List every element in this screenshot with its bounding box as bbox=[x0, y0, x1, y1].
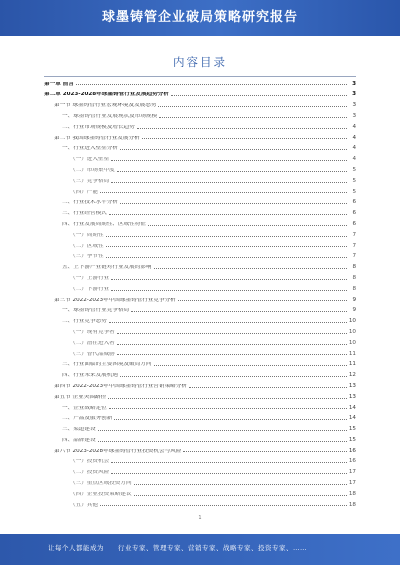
toc-entry-label: 二、行业市场规模及增长趋势 bbox=[62, 124, 135, 130]
toc-entry[interactable] bbox=[44, 360, 356, 371]
toc-entry[interactable] bbox=[44, 468, 356, 479]
toc-entry-page: 5 bbox=[352, 177, 356, 184]
toc-entry[interactable] bbox=[44, 241, 356, 252]
toc-entry-page: 10 bbox=[348, 328, 356, 335]
toc-entry-page: 8 bbox=[352, 285, 356, 292]
toc-entry-label: 三、行业面临的主要困境及破局方向 bbox=[62, 362, 152, 368]
toc-leader-dots bbox=[120, 375, 347, 377]
toc-entry-page: 16 bbox=[348, 447, 356, 454]
toc-entry[interactable] bbox=[44, 371, 356, 382]
toc-leader-dots bbox=[114, 418, 347, 420]
toc-leader-dots bbox=[148, 224, 347, 226]
toc-entry[interactable] bbox=[44, 273, 356, 284]
toc-entry[interactable] bbox=[44, 392, 356, 403]
toc-leader-dots bbox=[106, 245, 347, 247]
toc-leader-dots bbox=[106, 235, 347, 237]
toc-entry-page: 7 bbox=[352, 231, 356, 238]
toc-entry-label: 二、产品及服务创新 bbox=[62, 416, 113, 422]
toc-entry[interactable] bbox=[44, 133, 356, 144]
toc-leader-dots bbox=[189, 386, 347, 388]
toc-entry-label: （一）现有竞争者 bbox=[70, 329, 115, 335]
toc-leader-dots bbox=[111, 461, 347, 463]
toc-leader-dots bbox=[117, 343, 347, 345]
toc-entry-label: （一）上游行业 bbox=[70, 275, 110, 281]
toc-entry[interactable] bbox=[44, 338, 356, 349]
toc-entry[interactable] bbox=[44, 122, 356, 133]
toc-leader-dots bbox=[154, 364, 347, 366]
toc-entry-label: 三、渠道建设 bbox=[62, 427, 96, 433]
toc-entry[interactable] bbox=[44, 500, 356, 511]
toc-entry[interactable] bbox=[44, 403, 356, 414]
toc-entry-page: 15 bbox=[348, 436, 356, 443]
toc-leader-dots bbox=[117, 353, 347, 355]
toc-entry-page: 13 bbox=[348, 382, 356, 389]
toc-entry-label: （二）潜在进入者 bbox=[70, 340, 115, 346]
toc-entry-label: （三）竞争格局 bbox=[70, 178, 110, 184]
toc-entry-page: 15 bbox=[348, 426, 356, 433]
footer-roles: 行业专家、管理专家、营销专家、战略专家、投资专家、…… bbox=[118, 544, 307, 552]
toc-leader-dots bbox=[142, 137, 347, 139]
toc-entry-page: 13 bbox=[348, 393, 356, 400]
toc-entry[interactable] bbox=[44, 446, 356, 457]
toc-entry[interactable] bbox=[44, 144, 356, 155]
toc-entry-label: （三）替代品威胁 bbox=[70, 351, 115, 357]
toc-leader-dots bbox=[158, 105, 347, 107]
toc-leader-dots bbox=[111, 289, 347, 291]
toc-entry[interactable] bbox=[44, 101, 356, 112]
toc-leader-dots bbox=[111, 472, 347, 474]
toc-leader-dots bbox=[109, 213, 347, 215]
toc-entry-label: 二、行业竞争态势 bbox=[62, 319, 107, 325]
toc-entry-page: 12 bbox=[348, 372, 356, 379]
toc-entry-label: （一）周期性 bbox=[70, 232, 104, 238]
toc-entry[interactable] bbox=[44, 349, 356, 360]
toc-entry[interactable] bbox=[44, 165, 356, 176]
toc-entry-label: （五）其他 bbox=[70, 502, 98, 508]
toc-entry-label: 五、上下游产业链对行业发展的影响 bbox=[62, 265, 152, 271]
toc-entry[interactable] bbox=[44, 295, 356, 306]
toc-leader-dots bbox=[109, 321, 347, 323]
toc-leader-dots bbox=[100, 504, 347, 506]
toc-entry-label: （二）投资风险 bbox=[70, 470, 110, 476]
toc-entry-page: 18 bbox=[348, 490, 356, 497]
toc-entry-label: 一、行业进入壁垒分析 bbox=[62, 146, 118, 152]
toc-entry-label: （二）市场集中度 bbox=[70, 167, 115, 173]
toc-leader-dots bbox=[154, 267, 347, 269]
toc-leader-dots bbox=[100, 191, 347, 193]
toc-entry[interactable] bbox=[44, 414, 356, 425]
toc-entry[interactable] bbox=[44, 306, 356, 317]
toc-entry-label: 第一章 前言 bbox=[44, 81, 74, 87]
toc-entry[interactable] bbox=[44, 198, 356, 209]
toc-entry[interactable] bbox=[44, 425, 356, 436]
toc-entry-label: 第二章 2023-2028年球墨铸管行业发展趋势分析 bbox=[44, 92, 169, 98]
toc-entry[interactable] bbox=[44, 230, 356, 241]
toc-entry[interactable] bbox=[44, 155, 356, 166]
toc-leader-dots bbox=[183, 450, 347, 452]
toc-entry-page: 5 bbox=[352, 188, 356, 195]
toc-entry-page: 7 bbox=[352, 242, 356, 249]
toc-leader-dots bbox=[131, 310, 347, 312]
toc-entry-page: 6 bbox=[352, 220, 356, 227]
toc-entry-page: 4 bbox=[352, 156, 356, 163]
toc-entry-page: 7 bbox=[352, 253, 356, 260]
toc-entry[interactable] bbox=[44, 187, 356, 198]
toc-entry[interactable] bbox=[44, 111, 356, 122]
toc-entry[interactable] bbox=[44, 209, 356, 220]
toc-leader-dots bbox=[159, 116, 347, 118]
toc-entry-label: 二、行业技术水平分析 bbox=[62, 200, 118, 206]
toc-entry-label: 第五节 企业突围路径 bbox=[54, 394, 107, 400]
toc-entry-page: 18 bbox=[348, 501, 356, 508]
toc-entry-label: 第六节 2023-2028年球墨铸管行业投资机会与风险 bbox=[54, 448, 182, 454]
toc-entry[interactable] bbox=[44, 317, 356, 328]
toc-leader-dots bbox=[111, 181, 347, 183]
toc-leader-dots bbox=[106, 256, 347, 258]
toc-entry-label: 四、品牌建设 bbox=[62, 437, 96, 443]
toc-entry-page: 14 bbox=[348, 404, 356, 411]
toc-entry-label: 第二节 我国球墨铸管行业发展分析 bbox=[54, 135, 140, 141]
toc-leader-dots bbox=[76, 83, 347, 85]
toc-entry-label: 一、球墨铸管行业竞争格局 bbox=[62, 308, 130, 314]
toc-entry[interactable] bbox=[44, 176, 356, 187]
toc-entry-label: （三）重点区域投资方向 bbox=[70, 481, 132, 487]
toc-entry[interactable] bbox=[44, 284, 356, 295]
toc-entry-page: 4 bbox=[352, 123, 356, 130]
toc-entry-page: 3 bbox=[352, 102, 356, 109]
toc-entry-label: 四、行业发展周期性、区域性特征 bbox=[62, 221, 146, 227]
toc-divider bbox=[44, 76, 356, 77]
toc-entry-page: 16 bbox=[348, 458, 356, 465]
toc-entry[interactable] bbox=[44, 478, 356, 489]
toc-entry[interactable] bbox=[44, 263, 356, 274]
toc-entry[interactable] bbox=[44, 327, 356, 338]
toc-entry-label: 第四节 2022-2023年中国球墨铸管行业营销策略分析 bbox=[54, 383, 187, 389]
toc-entry-label: （三）季节性 bbox=[70, 254, 104, 260]
toc-entry-label: （四）企业投资策略建议 bbox=[70, 491, 132, 497]
toc-leader-dots bbox=[134, 483, 347, 485]
toc-entry-page: 9 bbox=[352, 296, 356, 303]
toc-entry[interactable] bbox=[44, 489, 356, 500]
toc-leader-dots bbox=[137, 127, 347, 129]
toc-leader-dots bbox=[171, 94, 347, 96]
toc-entry[interactable] bbox=[44, 381, 356, 392]
toc-entry-page: 11 bbox=[348, 350, 356, 357]
toc-entry-page: 3 bbox=[352, 112, 356, 119]
toc-leader-dots bbox=[98, 440, 347, 442]
toc-entry-label: 一、企业战略定位 bbox=[62, 405, 107, 411]
toc-entry[interactable] bbox=[44, 90, 356, 101]
toc-entry[interactable] bbox=[44, 252, 356, 263]
toc-leader-dots bbox=[120, 148, 347, 150]
toc-entry-page: 17 bbox=[348, 480, 356, 487]
toc-entry-page: 14 bbox=[348, 415, 356, 422]
toc-leader-dots bbox=[120, 202, 347, 204]
toc-entry[interactable] bbox=[44, 457, 356, 468]
toc-leader-dots bbox=[98, 429, 347, 431]
toc-leader-dots bbox=[108, 397, 347, 399]
toc-entry-page: 8 bbox=[352, 274, 356, 281]
toc-entry-page: 10 bbox=[348, 318, 356, 325]
page-number: 1 bbox=[198, 515, 202, 521]
toc-entry-page: 9 bbox=[352, 307, 356, 314]
toc-heading: 内容目录 bbox=[173, 55, 227, 69]
table-of-contents bbox=[44, 79, 356, 511]
toc-entry-label: （一）进入壁垒 bbox=[70, 157, 110, 163]
toc-entry-page: 8 bbox=[352, 264, 356, 271]
toc-entry-page: 11 bbox=[348, 361, 356, 368]
toc-entry-label: 一、球墨铸管行业发展现状及市场规模 bbox=[62, 113, 158, 119]
toc-leader-dots bbox=[117, 332, 347, 334]
toc-entry-label: 四、行业未来发展机遇 bbox=[62, 373, 118, 379]
toc-entry-label: 三、行业经营模式 bbox=[62, 211, 107, 217]
toc-entry-label: 第一节 球墨铸管行业宏观环境及发展态势 bbox=[54, 103, 157, 109]
toc-entry-page: 3 bbox=[352, 91, 356, 98]
toc-entry-page: 17 bbox=[348, 469, 356, 476]
toc-entry-page: 10 bbox=[348, 339, 356, 346]
toc-entry-page: 4 bbox=[352, 145, 356, 152]
toc-entry-label: （二）区域性 bbox=[70, 243, 104, 249]
toc-entry-page: 4 bbox=[352, 134, 356, 141]
toc-entry-label: （二）下游行业 bbox=[70, 286, 110, 292]
toc-entry-page: 6 bbox=[352, 199, 356, 206]
toc-leader-dots bbox=[109, 407, 347, 409]
toc-entry-label: （四）产能 bbox=[70, 189, 98, 195]
toc-entry-page: 6 bbox=[352, 210, 356, 217]
footer-banner bbox=[0, 534, 400, 565]
toc-leader-dots bbox=[111, 278, 347, 280]
toc-leader-dots bbox=[111, 159, 347, 161]
toc-leader-dots bbox=[134, 494, 347, 496]
toc-leader-dots bbox=[117, 170, 347, 172]
footer-slogan: 让每个人都能成为 bbox=[48, 544, 104, 552]
toc-entry-label: （一）投资机会 bbox=[70, 459, 110, 465]
toc-entry-page: 3 bbox=[352, 80, 356, 87]
toc-entry[interactable] bbox=[44, 219, 356, 230]
toc-entry-label: 第三节 2022-2023年中国球墨铸管行业竞争分析 bbox=[54, 297, 176, 303]
report-title: 球墨铸管企业破局策略研究报告 bbox=[101, 10, 298, 25]
toc-entry-page: 5 bbox=[352, 166, 356, 173]
toc-entry[interactable] bbox=[44, 79, 356, 90]
toc-entry[interactable] bbox=[44, 435, 356, 446]
toc-leader-dots bbox=[178, 299, 347, 301]
